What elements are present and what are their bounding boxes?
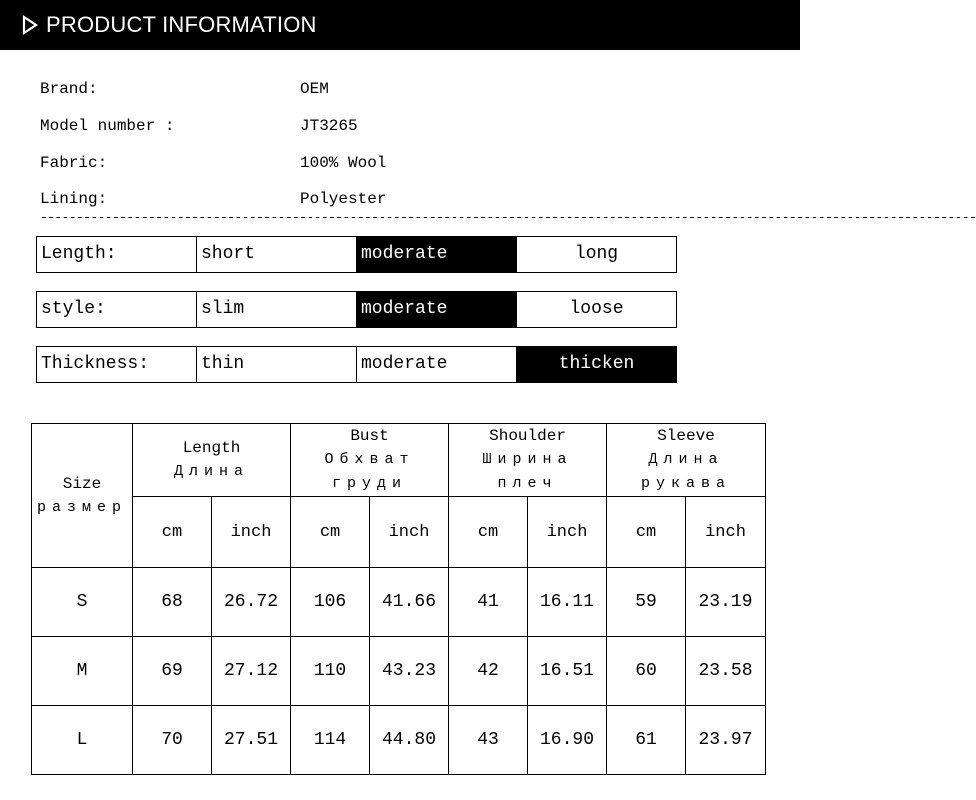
brand-label: Brand:	[40, 80, 98, 98]
dashed-divider: ----------------------------------------------------------------------------------------------------------------------------------	[40, 210, 976, 225]
shoulder-header-en: Shoulder	[489, 427, 566, 445]
value-cell: 114	[291, 706, 370, 775]
thickness-option-thin: thin	[197, 347, 357, 382]
table-row	[32, 568, 766, 637]
value-cell: 43	[449, 706, 528, 775]
size-cell: M	[32, 637, 133, 706]
value-cell: 59	[607, 568, 686, 637]
length-column-header	[133, 424, 291, 497]
lining-value: Polyester	[300, 190, 387, 208]
value-cell: 27.12	[212, 637, 291, 706]
thickness-option-thicken: thicken	[517, 347, 676, 382]
style-label: style:	[37, 292, 197, 327]
unit-cm: cm	[291, 497, 370, 568]
style-option-loose: loose	[569, 299, 624, 319]
bust-header-ru: Обхват груди	[324, 451, 415, 492]
value-cell: 68	[133, 568, 212, 637]
length-label: Length:	[37, 237, 197, 272]
thickness-attribute-row	[36, 346, 677, 383]
value-cell: 23.19	[686, 568, 766, 637]
size-header-en: Size	[62, 474, 102, 493]
size-cell: L	[32, 706, 133, 775]
length-option-short: short	[197, 237, 357, 272]
value-cell: 60	[607, 637, 686, 706]
brand-value: OEM	[300, 80, 329, 98]
fabric-label: Fabric:	[40, 154, 108, 172]
value-cell: 61	[607, 706, 686, 775]
play-triangle-icon	[22, 16, 38, 34]
length-attribute-row	[36, 236, 677, 273]
value-cell: 27.51	[212, 706, 291, 775]
lining-label: Lining:	[40, 190, 108, 208]
table-row	[32, 706, 766, 775]
size-cell: S	[32, 568, 133, 637]
length-header-en: Length	[182, 439, 241, 457]
value-cell: 43.23	[370, 637, 449, 706]
shoulder-header-ru: Ширина плеч	[482, 451, 573, 492]
value-cell: 44.80	[370, 706, 449, 775]
unit-inch: inch	[370, 497, 449, 568]
bust-header-en: Bust	[350, 427, 389, 445]
unit-inch: inch	[686, 497, 766, 568]
unit-inch: inch	[212, 497, 291, 568]
value-cell: 70	[133, 706, 212, 775]
style-attribute-row	[36, 291, 677, 328]
value-cell: 16.51	[528, 637, 607, 706]
value-cell: 23.97	[686, 706, 766, 775]
style-option-moderate: moderate	[357, 292, 517, 327]
value-cell: 16.11	[528, 568, 607, 637]
sleeve-header-en: Sleeve	[657, 427, 715, 445]
size-header-ru: размер	[36, 498, 127, 516]
unit-cm: cm	[607, 497, 686, 568]
value-cell: 110	[291, 637, 370, 706]
sleeve-column-header	[607, 424, 766, 497]
style-option-slim: slim	[197, 292, 357, 327]
value-cell: 106	[291, 568, 370, 637]
thickness-label: Thickness:	[37, 347, 197, 382]
bust-column-header	[291, 424, 449, 497]
fabric-value: 100% Wool	[300, 154, 387, 172]
header-bar	[0, 0, 800, 50]
unit-inch: inch	[528, 497, 607, 568]
page-title: PRODUCT INFORMATION	[46, 12, 317, 37]
size-header-cell	[32, 424, 133, 568]
model-number-label: Model number :	[40, 117, 175, 135]
unit-cm: cm	[449, 497, 528, 568]
value-cell: 26.72	[212, 568, 291, 637]
sleeve-header-ru: Длина рукава	[641, 451, 732, 492]
value-cell: 42	[449, 637, 528, 706]
length-option-moderate: moderate	[357, 237, 517, 272]
value-cell: 69	[133, 637, 212, 706]
unit-cm: cm	[133, 497, 212, 568]
shoulder-column-header	[449, 424, 607, 497]
length-header-ru: Длина	[174, 463, 250, 480]
table-row	[32, 637, 766, 706]
value-cell: 16.90	[528, 706, 607, 775]
value-cell: 41.66	[370, 568, 449, 637]
length-option-long: long	[574, 244, 619, 264]
value-cell: 41	[449, 568, 528, 637]
model-number-value: JT3265	[300, 117, 358, 135]
value-cell: 23.58	[686, 637, 766, 706]
size-chart-table	[31, 423, 766, 775]
thickness-option-moderate: moderate	[357, 347, 517, 382]
